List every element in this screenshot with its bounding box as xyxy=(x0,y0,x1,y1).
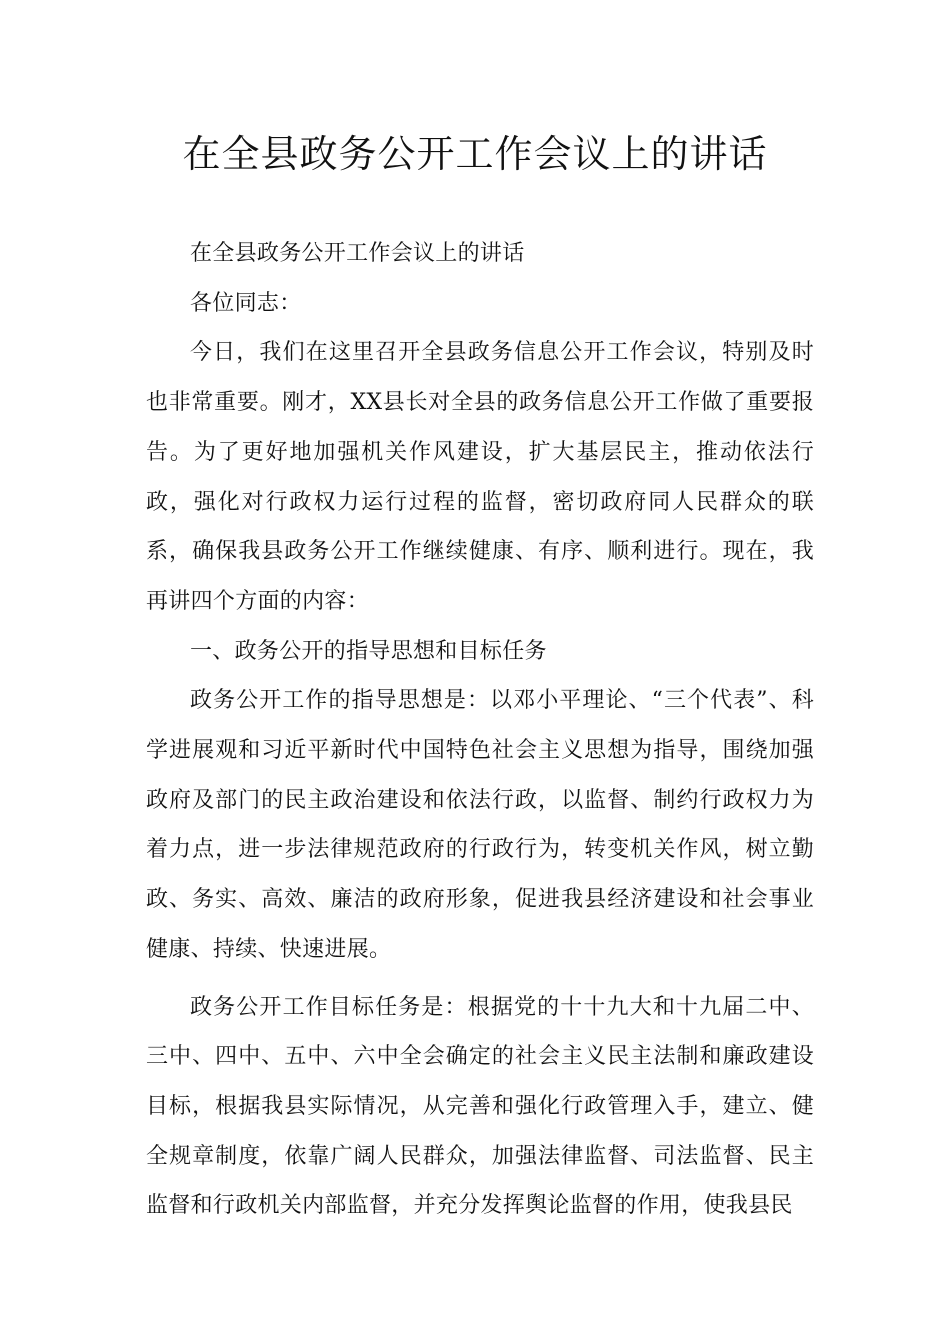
paragraph-guiding-thought: 政务公开工作的指导思想是：以邓小平理论、“三个代表”、科学进展观和习近平新时代中国特色社会主义思想为指导，围绕加强政府及部门的民主政治建设和依法行政，以监督、制约行政权力为着力点，进一步法律规范政府的行政行为，转变机关作风，树立勤政、务实、高效、廉洁的政府形象，促进我县经济建设和社会事业健康、持续、快速进展。 xyxy=(146,688,814,962)
document-title: 在全县政务公开工作会议上的讲话 xyxy=(182,132,768,176)
paragraph-subtitle: 在全县政务公开工作会议上的讲话 xyxy=(190,241,525,266)
paragraph-target-tasks: 政务公开工作目标任务是：根据党的十十九大和十九届二中、三中、四中、五中、六中全会确定的社会主义民主法制和廉政建设目标，根据我县实际情况，从完善和强化行政管理入手，建立、健全规章制度，依靠广阔人民群众，加强法律监督、司法监督、民主监督和行政机关内部监督，并充分发挥舆论监督的作用，使我县民 xyxy=(146,994,814,1219)
section-heading-1: 一、政务公开的指导思想和目标任务 xyxy=(190,638,547,664)
paragraph-opening: 今日，我们在这里召开全县政务信息公开工作会议，特别及时也非常重要。刚才，XX县长对全县的政务信息公开工作做了重要报告。为了更好地加强机关作风建设，扩大基层民主，推动依法行政，强化对行政权力运行过程的监督，密切政府同人民群众的联系，确保我县政务公开工作继续健康、有序、顺利进行。现在，我再讲四个方面的内容： xyxy=(146,340,814,614)
paragraph-salutation: 各位同志： xyxy=(190,290,302,316)
document-body xyxy=(146,229,814,1231)
